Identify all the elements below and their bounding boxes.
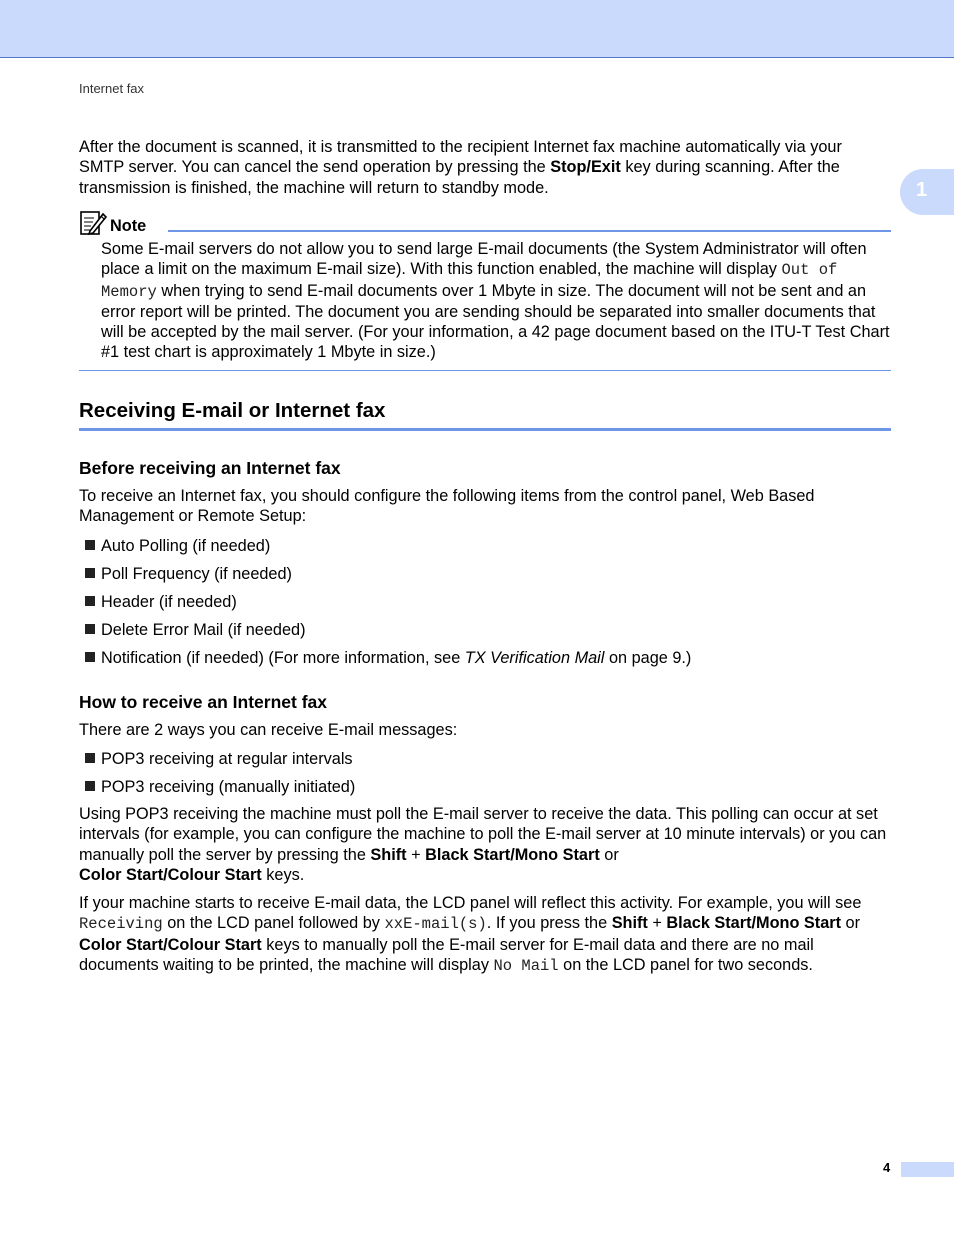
note-top-rule bbox=[168, 230, 891, 232]
lcd-email-count: xxE-mail(s) bbox=[384, 915, 487, 934]
header-band bbox=[0, 0, 954, 58]
list-item: POP3 receiving (manually initiated) bbox=[85, 777, 355, 797]
intro-paragraph: After the document is scanned, it is transmitted to the recipient Internet fax machine automatically via your SMTP server. You can cancel the send operation by pressing the Stop/Exit key during scanning. After the transmission is finished, the machine will return to standby mode. bbox=[79, 138, 842, 197]
pop3-paragraph: Using POP3 receiving the machine must poll the E-mail server to receive the data. This polling can occur at set intervals (for example, you can configure the machine to poll the E-mail server at 10 minute intervals) or you can manually poll the server by pressing the Shift + Black Start/Mono Start or Color Start/Colour Start keys. bbox=[79, 805, 887, 884]
before-receiving-intro: To receive an Internet fax, you should configure the following items from the control panel, Web Based Management or Remote Setup: bbox=[79, 487, 815, 526]
square-bullet-icon bbox=[85, 652, 95, 662]
square-bullet-icon bbox=[85, 596, 95, 606]
note-label: Note bbox=[110, 217, 147, 235]
note-text: Some E-mail servers do not allow you to send large E-mail documents (the System Administrator will often place a limit on the maximum E-mail size). With this function enabled, the machine will display Out of Memory when trying to send E-mail documents over 1 Mbyte in size. The document will not be sent and an error report will be printed. The document you are sending should be separated into smaller documents that will be accepted by the mail server. (For your information, a 42 page document based on the ITU-T Test Chart #1 test chart is approximately 1 Mbyte in size.) bbox=[101, 240, 890, 362]
how-to-receive-intro: There are 2 ways you can receive E-mail messages: bbox=[79, 721, 458, 739]
list-item: Notification (if needed) (For more information, see TX Verification Mail on page 9.) bbox=[85, 648, 691, 668]
section-heading: Receiving E-mail or Internet fax bbox=[79, 399, 386, 422]
chapter-number: 1 bbox=[916, 179, 928, 201]
note-pencil-icon bbox=[79, 209, 107, 237]
chapter-tab bbox=[900, 169, 954, 215]
section-heading-rule bbox=[79, 428, 891, 431]
square-bullet-icon bbox=[85, 753, 95, 763]
list-item: Delete Error Mail (if needed) bbox=[85, 620, 306, 640]
lcd-no-mail: No Mail bbox=[493, 956, 559, 975]
list-item: Header (if needed) bbox=[85, 592, 237, 612]
note-bottom-rule bbox=[79, 370, 891, 371]
lcd-receiving: Receiving bbox=[79, 915, 163, 934]
list-item: POP3 receiving at regular intervals bbox=[85, 749, 353, 769]
lcd-out-of-memory: Out of Memory bbox=[101, 261, 838, 301]
square-bullet-icon bbox=[85, 781, 95, 791]
footer-tab bbox=[901, 1162, 954, 1177]
lcd-activity-paragraph: If your machine starts to receive E-mail data, the LCD panel will reflect this activity. For example, you will see Receiving on the LCD panel followed by xxE-mail(s). If you press the Shift + Black Start/Mono Start or Color Start/Colour Start keys to manually poll the E-mail server for E-mail data and there are no mail documents waiting to be printed, the machine will display No Mail on the LCD panel for two seconds. bbox=[79, 894, 862, 975]
square-bullet-icon bbox=[85, 568, 95, 578]
before-receiving-heading: Before receiving an Internet fax bbox=[79, 458, 341, 478]
how-to-receive-heading: How to receive an Internet fax bbox=[79, 692, 327, 712]
running-header: Internet fax bbox=[79, 81, 145, 96]
square-bullet-icon bbox=[85, 624, 95, 634]
list-item: Poll Frequency (if needed) bbox=[85, 564, 292, 584]
stop-exit-key: Stop/Exit bbox=[550, 158, 621, 177]
square-bullet-icon bbox=[85, 540, 95, 550]
page-number: 4 bbox=[883, 1160, 891, 1175]
list-item: Auto Polling (if needed) bbox=[85, 536, 270, 556]
tx-verification-link[interactable]: TX Verification Mail bbox=[464, 649, 605, 667]
